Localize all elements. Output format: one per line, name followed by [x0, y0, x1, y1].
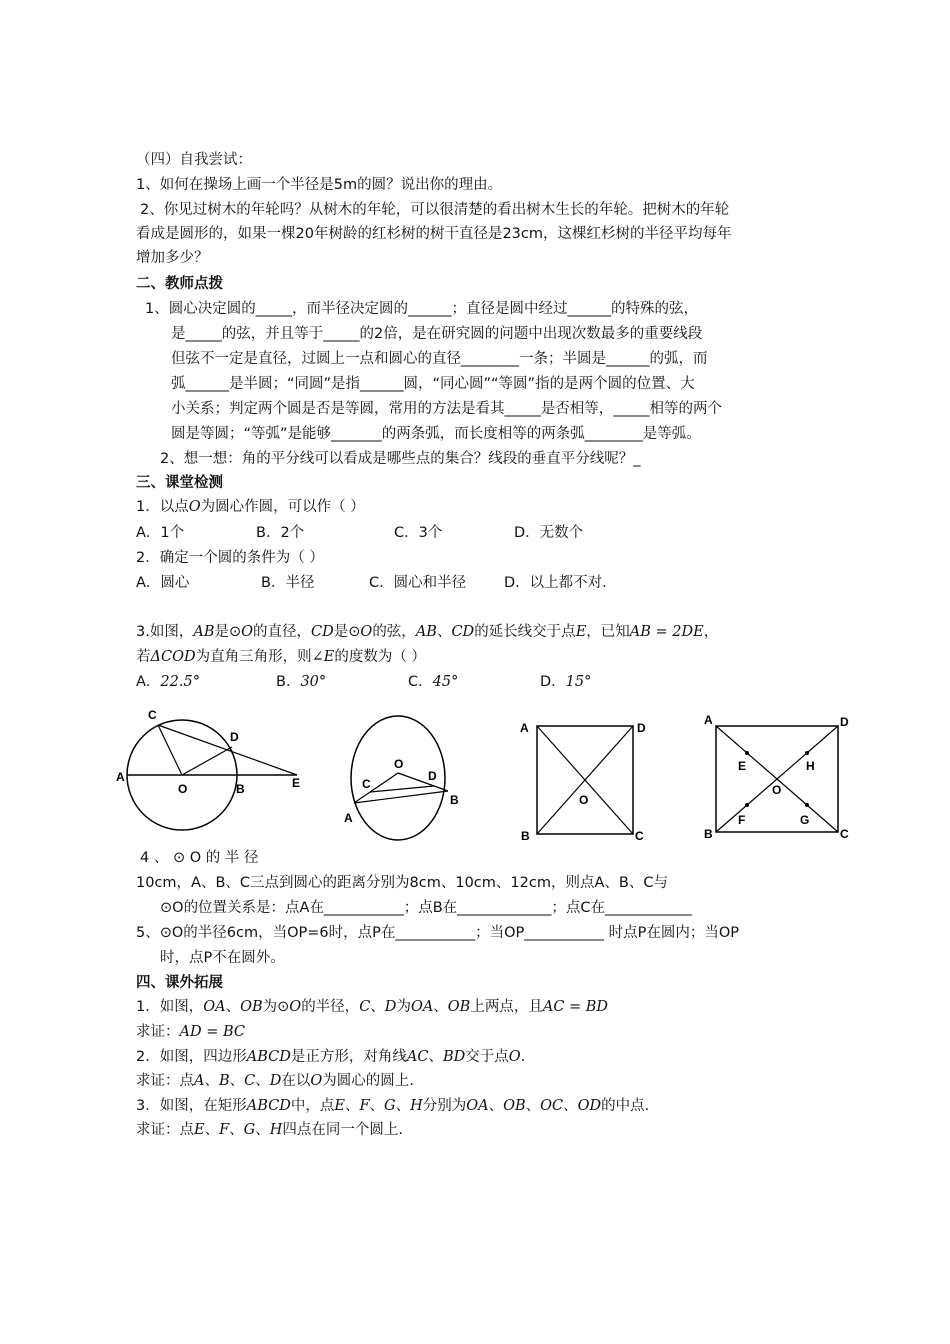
q3-point-o: O — [241, 624, 254, 640]
teacher-line-1: 1、圆心决定圆的_____，而半径决定圆的______；直径是圆中经过______的特殊的弦， — [145, 301, 698, 317]
p2-text: 、 — [428, 1049, 443, 1065]
p3-point: H — [269, 1122, 283, 1138]
p1-seg-ob: OB — [447, 999, 471, 1015]
q3-text: 、 — [436, 624, 452, 640]
classcheck-question-5-line-2: 时，点P不在圆外。 — [160, 950, 285, 966]
extension-problem-3 — [136, 1096, 649, 1116]
q3-option-value: 15° — [565, 674, 592, 690]
q3-option-letter: C． — [408, 674, 433, 690]
p1-point-c: C — [359, 999, 371, 1015]
classcheck-question-1-options — [136, 523, 583, 543]
p1-point-d: D — [384, 999, 397, 1015]
point-e — [745, 751, 749, 755]
extension-heading: 四、课外拓展 — [136, 975, 223, 991]
teacher-line-7: 2、想一想：角的平分线可以看成是哪些点的集合？线段的垂直平分线呢？_ — [160, 451, 641, 467]
p2-text: 2．如图，四边形 — [136, 1049, 247, 1065]
figure-rectangle-midpoints — [702, 712, 852, 840]
extension-problem-1 — [136, 997, 608, 1017]
p2-point: C — [244, 1073, 256, 1089]
p3-text: 、 — [369, 1098, 385, 1114]
q2-option-d: D．以上都不对. — [504, 575, 607, 591]
p3-seg: OB — [503, 1098, 526, 1114]
p2-seg-bd: BD — [442, 1049, 466, 1065]
p2-point-o: O — [508, 1049, 521, 1065]
p1-text: 、 — [225, 999, 241, 1015]
p1-seg-oa: OA — [203, 999, 226, 1015]
q3-text: 是⊙ — [333, 624, 361, 640]
teacher-line-5: 小关系；判定两个圆是否是等圆，常用的方法是看其_____是否相等，_____相等的两个 — [171, 401, 722, 417]
p3-point: F — [359, 1098, 370, 1114]
p3-point: E — [194, 1122, 205, 1138]
q1-point-o: O — [188, 499, 201, 515]
p3-text: 、 — [525, 1098, 541, 1114]
q3-option-letter: B． — [276, 674, 301, 690]
figure-circle-diameter-extension — [112, 705, 312, 835]
classcheck-question-3-options — [136, 672, 591, 692]
p2-point: D — [269, 1073, 282, 1089]
fig3-label-c: C — [635, 829, 644, 843]
extension-problem-2 — [136, 1047, 525, 1067]
q2-option-b: B．半径 — [261, 575, 315, 591]
p3-proof-text: 、 — [255, 1122, 270, 1138]
point-h — [805, 751, 809, 755]
p3-text: 中，点 — [290, 1098, 335, 1114]
fig4-label-f: F — [738, 813, 746, 827]
fig4-label-b: B — [704, 827, 713, 841]
classcheck-question-2: 2．确定一个圆的条件为（ ） — [136, 550, 324, 566]
q1-text-a: 1．以点 — [136, 499, 189, 515]
q3-point-o: O — [360, 624, 373, 640]
p3-proof-text: 四点在同一个圆上. — [282, 1122, 404, 1138]
self-try-question-1: 1、如何在操场上画一个半径是5m的圆？说出你的理由。 — [136, 177, 503, 193]
q1-option-b: B．2个 — [256, 525, 305, 541]
p3-point: H — [410, 1098, 423, 1114]
fig4-label-h: H — [806, 759, 815, 773]
self-try-question-2-line-2: 看成是圆形的，如果一棵20年树龄的红杉树的树干直径是23cm，这棵红杉树的半径平均每年 — [136, 226, 732, 242]
p1-text: 、 — [433, 999, 448, 1015]
classcheck-question-5-line-1: 5、⊙O的半径6cm，当OP=6时，点P在___________；当OP___________ 时点P在圆内；当OP — [136, 925, 740, 941]
p2-point: A — [194, 1073, 205, 1089]
teacher-heading: 二、教师点拨 — [136, 276, 223, 292]
q3-option-value: 22.5° — [160, 674, 200, 690]
p2-text: . — [520, 1049, 526, 1065]
q3-seg-ab: AB — [193, 624, 215, 640]
classcheck-question-4-line-1: 4 、 ⊙ O 的 半 径 — [140, 850, 259, 866]
q3-option-c — [408, 672, 540, 692]
teacher-line-4: 弧______是半圆；“同圆”是指______圆，“同心圆”“等圆”指的是两个圆的位置、大 — [171, 376, 695, 392]
fig1-label-e: E — [292, 776, 301, 790]
p1-text: 1．如图， — [136, 999, 204, 1015]
q3-point-e: E — [575, 624, 587, 640]
fig4-label-a: A — [704, 713, 713, 727]
p3-text: 、 — [344, 1098, 360, 1114]
p3-seg: OA — [466, 1098, 489, 1114]
classcheck-question-1 — [136, 497, 365, 517]
classcheck-heading: 三、课堂检测 — [136, 475, 223, 491]
q3-triangle: ΔCOD — [150, 649, 196, 665]
q3-text: 若 — [136, 649, 151, 665]
p1-seg-oa: OA — [410, 999, 434, 1015]
classcheck-question-3-line-1 — [136, 622, 718, 642]
q3-option-d — [540, 672, 591, 692]
q3-text: ，已知 — [586, 624, 630, 640]
q3-text: ， — [703, 624, 719, 640]
teacher-line-3: 但弦不一定是直径，过圆上一点和圆心的直径________一条；半圆是______的弧，而 — [171, 351, 708, 367]
p3-seg: OD — [577, 1098, 602, 1114]
p1-text: 、 — [370, 999, 385, 1015]
p1-text: 为⊙ — [262, 999, 290, 1015]
figure-circle-chord — [340, 708, 470, 848]
p3-text: 分别为 — [422, 1098, 467, 1114]
q3-option-value: 30° — [300, 674, 327, 690]
classcheck-question-4-line-2: 10cm，A、B、C三点到圆心的距离分别为8cm、10cm、12cm，则点A、B、C与 — [136, 875, 668, 891]
fig4-label-c: C — [840, 827, 849, 841]
q3-option-value: 45° — [432, 674, 459, 690]
p3-point: F — [219, 1122, 230, 1138]
p1-text: 上两点，且 — [470, 999, 543, 1015]
fig4-label-e: E — [738, 759, 747, 773]
q2-option-a: A．圆心 — [136, 575, 190, 591]
fig3-label-b: B — [521, 829, 530, 843]
fig2-label-c: C — [362, 777, 371, 791]
fig2-label-a: A — [344, 811, 353, 825]
q3-angle: ∠E — [311, 649, 335, 665]
fig4-label-g: G — [800, 813, 810, 827]
segment-od — [182, 747, 232, 775]
p2-point: B — [218, 1073, 230, 1089]
self-try-question-2-line-3: 增加多少？ — [136, 250, 209, 266]
q3-text: 的弦， — [372, 624, 416, 640]
p2-text: 交于点 — [465, 1049, 509, 1065]
q1-text-b: 为圆心作圆，可以作（ ） — [200, 499, 365, 515]
q3-option-letter: D． — [540, 674, 566, 690]
q3-text: 的度数为（ ） — [334, 649, 426, 665]
q3-text: 为直角三角形，则 — [195, 649, 312, 665]
p3-proof-text: 、 — [229, 1122, 244, 1138]
figure-square-diagonals — [515, 714, 655, 844]
q3-text: 的延长线交于点 — [474, 624, 576, 640]
p3-text: 的中点. — [601, 1098, 650, 1114]
p2-quad: ABCD — [246, 1049, 291, 1065]
classcheck-question-4-line-3: ⊙O的位置关系是：点A在___________；点B在_____________；点C在____________ — [160, 900, 693, 916]
point-g — [805, 803, 809, 807]
extension-problem-3-proof — [136, 1120, 403, 1140]
p2-proof-text: 求证：点 — [136, 1073, 194, 1089]
point-f — [745, 803, 749, 807]
fig2-label-b: B — [450, 793, 459, 807]
p2-point-o: O — [310, 1073, 323, 1089]
q1-option-a: A．1个 — [136, 525, 185, 541]
p1-text: 的半径， — [301, 999, 360, 1015]
p1-equation: AC = BD — [542, 999, 609, 1015]
p3-text: 、 — [488, 1098, 504, 1114]
p1-text: 为 — [396, 999, 411, 1015]
q3-option-letter: A． — [136, 674, 161, 690]
p3-point: G — [243, 1122, 256, 1138]
p2-seg-ac: AC — [406, 1049, 429, 1065]
fig1-label-d: D — [230, 730, 239, 744]
fig3-label-a: A — [520, 721, 529, 735]
extension-problem-1-proof — [136, 1022, 245, 1042]
p2-proof-text: 在以 — [281, 1073, 311, 1089]
p2-proof-text: 、 — [229, 1073, 245, 1089]
fig1-label-b: B — [236, 782, 245, 796]
p1-point-o: O — [289, 999, 302, 1015]
p1-proof-equation: AD = BC — [179, 1024, 245, 1040]
p3-proof-text: 、 — [204, 1122, 220, 1138]
q3-text: 是⊙ — [214, 624, 242, 640]
p2-text: 是正方形，对角线 — [290, 1049, 407, 1065]
p3-text: 3．如图，在矩形 — [136, 1098, 247, 1114]
p3-proof-text: 求证：点 — [136, 1122, 194, 1138]
p3-seg: OC — [540, 1098, 564, 1114]
q3-option-b — [276, 672, 408, 692]
fig2-label-d: D — [428, 769, 437, 783]
p2-proof-text: 为圆心的圆上. — [322, 1073, 414, 1089]
p3-point: E — [334, 1098, 345, 1114]
p3-point: G — [384, 1098, 396, 1114]
p3-rect: ABCD — [246, 1098, 291, 1114]
segment-cd — [370, 786, 434, 792]
q2-option-c: C．圆心和半径 — [369, 575, 467, 591]
fig4-label-o: O — [772, 783, 782, 797]
p2-proof-text: 、 — [255, 1073, 270, 1089]
q3-seg-cd: CD — [451, 624, 475, 640]
classcheck-question-2-options — [136, 573, 607, 593]
extension-problem-2-proof — [136, 1071, 414, 1091]
fig4-label-d: D — [840, 715, 849, 729]
q3-seg-ab: AB — [415, 624, 437, 640]
fig3-label-o: O — [579, 793, 589, 807]
classcheck-question-3-line-2 — [136, 647, 426, 667]
fig3-label-d: D — [637, 721, 646, 735]
q3-text: 的直径， — [253, 624, 312, 640]
fig1-label-c: C — [148, 708, 157, 722]
self-try-question-2-line-1: 2、你见过树木的年轮吗？从树木的年轮，可以很清楚的看出树木生长的年轮。把树木的年轮 — [140, 202, 730, 218]
self-try-heading: （四）自我尝试： — [136, 152, 252, 168]
q3-seg-cd: CD — [311, 624, 334, 640]
p3-text: 、 — [563, 1098, 578, 1114]
p3-text: 、 — [395, 1098, 411, 1114]
q3-text: 3.如图， — [136, 624, 194, 640]
q3-option-a — [136, 672, 276, 692]
p2-proof-text: 、 — [204, 1073, 219, 1089]
p1-seg-ob: OB — [240, 999, 263, 1015]
q1-option-d: D．无数个 — [514, 525, 584, 541]
q3-equation: AB = 2DE — [629, 624, 704, 640]
teacher-line-2: 是_____的弦，并且等于_____的2倍，是在研究圆的问题中出现次数最多的重要线段 — [171, 326, 703, 342]
fig1-label-o: O — [178, 782, 188, 796]
fig2-label-o: O — [394, 757, 404, 771]
p1-proof-text: 求证： — [136, 1024, 180, 1040]
q1-option-c: C．3个 — [394, 525, 443, 541]
fig1-label-a: A — [116, 770, 125, 784]
teacher-line-6: 圆是等圆；“等弧”是能够_______的两条弧，而长度相等的两条弧________是等弧。 — [171, 426, 701, 442]
